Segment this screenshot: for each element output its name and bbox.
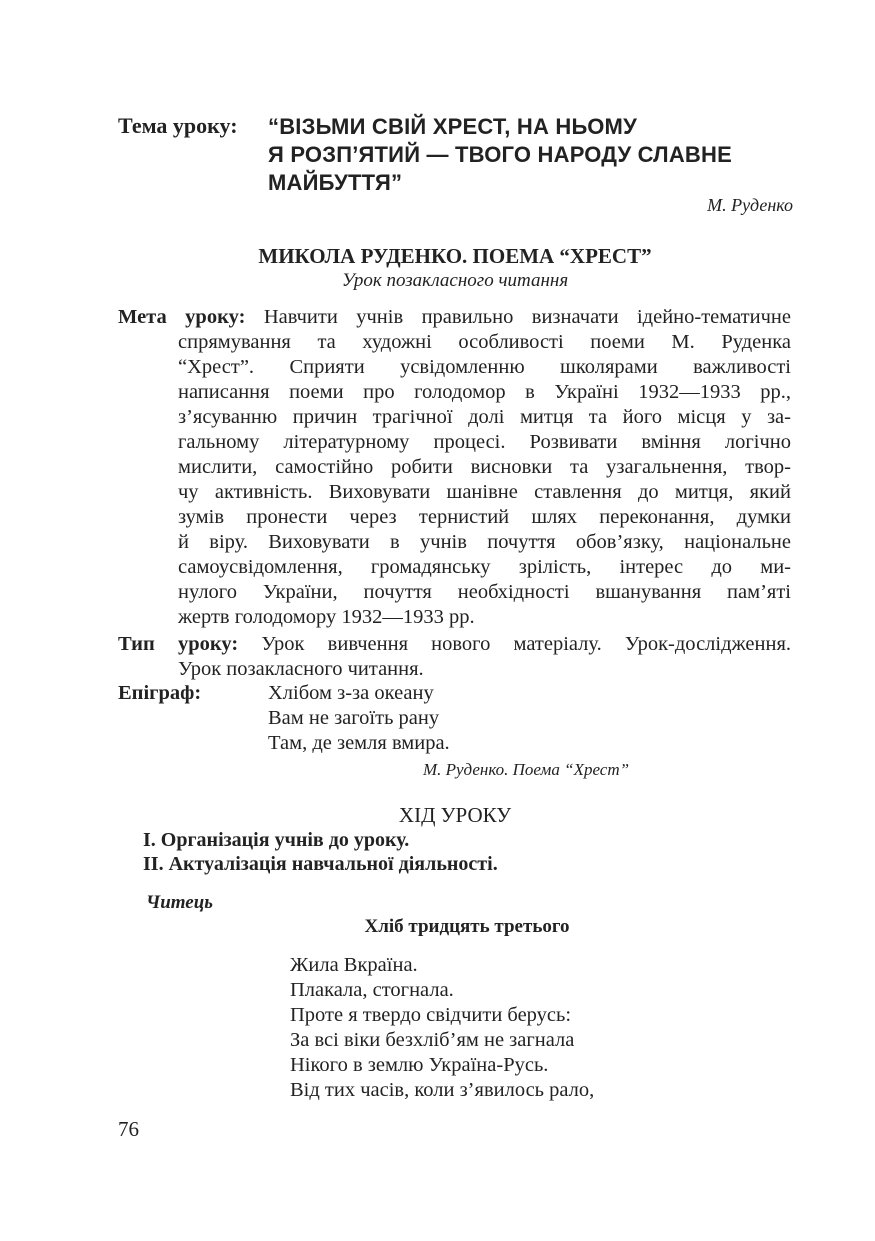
epigraph-line: Вам не загоїть рану: [268, 707, 440, 729]
goal-line: з’ясуванню причин трагічної долі митця та його місця у за-: [178, 406, 791, 428]
epigraph-lines: [268, 681, 450, 756]
goal-line: написання поеми про голодомор в Україні 1932—1933 рр.,: [178, 381, 791, 403]
type-label: Тип уроку:: [118, 633, 239, 655]
theme-title: [268, 113, 732, 197]
sub-heading: Урок позакласного читання: [341, 270, 569, 291]
epigraph-line: Там, де земля вмира.: [268, 732, 450, 754]
poem-lines: [290, 953, 594, 1103]
page-number: 76: [118, 1117, 139, 1141]
theme-title-line: МАЙБУТТЯ”: [268, 170, 403, 195]
epigraph-line: Хлібом з-за океану: [268, 682, 434, 704]
lesson-type: [118, 632, 791, 682]
poem-line: Проте я твердо свідчити берусь:: [290, 1004, 572, 1026]
goal-line: самоусвідомлення, громадянську зрілість, інтерес до ми-: [178, 556, 791, 578]
stage-2: ІІ. Актуалізація навчальної діяльності.: [143, 853, 498, 875]
type-line: Тип уроку: Урок вивчення нового матеріалу. Урок-дослідження.: [118, 633, 792, 655]
type-line: Урок позакласного читання.: [178, 658, 424, 680]
epigraph-author: М. Руденко. Поема “Хрест”: [423, 760, 630, 779]
goal-line: Мета уроку: Навчити учнів правильно визначати ідейно-тематичне: [118, 306, 791, 328]
goal-line: “Хрест”. Сприяти усвідомленню школярами важливості: [178, 356, 791, 378]
goal-line: нулого України, почуття необхідності вшанування пам’яті: [178, 581, 791, 603]
poem-line: Жила Вкраїна.: [290, 954, 418, 976]
poem-title: Хліб тридцять третього: [364, 916, 570, 937]
goal-line: чу активність. Виховувати шанівне ставлення до митця, який: [178, 481, 791, 503]
poem-line: Плакала, стогнала.: [290, 979, 454, 1001]
goal-line: мислити, самостійно робити висновки та узагальнення, твор-: [178, 456, 791, 478]
course-title: ХІД УРОКУ: [398, 803, 512, 827]
poem-line: Нікого в землю Україна-Русь.: [290, 1054, 549, 1076]
stage-1: І. Організація учнів до уроку.: [143, 829, 410, 851]
goal-line: спрямування та художні особливості поеми М. Руденка: [178, 331, 791, 353]
goal-line: гальному літературному процесі. Розвивати вміння логічно: [178, 431, 791, 453]
theme-title-line: “ВІЗЬМИ СВІЙ ХРЕСТ, НА НЬОМУ: [268, 114, 637, 139]
theme-label: Тема уроку:: [118, 113, 238, 138]
goal-label: Мета уроку:: [118, 306, 246, 328]
reader-label: Читець: [146, 892, 213, 913]
epigraph-label: Епіграф:: [118, 682, 202, 704]
poem-line: За всі віки безхліб’ям не загнала: [290, 1029, 575, 1051]
theme-author: М. Руденко: [707, 195, 793, 215]
main-heading: МИКОЛА РУДЕНКО. ПОЕМА “ХРЕСТ”: [258, 244, 652, 268]
goal-line: жертв голодомору 1932—1933 рр.: [178, 606, 475, 628]
goal-line: зумів пронести через тернистий шлях переконання, думки: [178, 506, 791, 528]
lesson-goal: [118, 305, 791, 630]
theme-title-line: Я РОЗП’ЯТИЙ — ТВОГО НАРОДУ СЛАВНЕ: [268, 142, 732, 167]
goal-line: й віру. Виховувати в учнів почуття обов’язку, національне: [178, 531, 791, 553]
poem-line: Від тих часів, коли з’явилось рало,: [290, 1079, 595, 1101]
